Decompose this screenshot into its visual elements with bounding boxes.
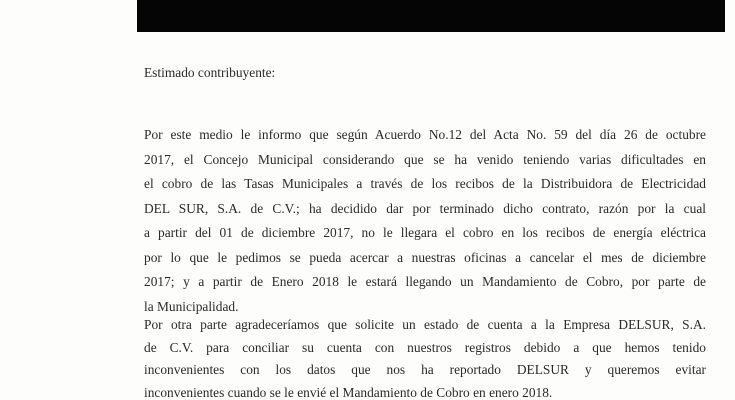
redacted-letterhead xyxy=(137,0,725,32)
paragraph-1-line: 2017, el Concejo Municipal considerando que se ha venido teniendo varias dificultades en xyxy=(144,151,706,167)
paragraph-1 xyxy=(144,123,706,319)
greeting: Estimado contribuyente: xyxy=(144,65,276,80)
paragraph-1-line: la Municipalidad. xyxy=(144,298,239,314)
paragraph-2-line: de C.V. para conciliar su cuenta con nuestros registros debido a que hemos tenido xyxy=(144,339,706,355)
paragraph-1-line: DEL SUR, S.A. de C.V.; ha decidido dar por terminado dicho contrato, razón por la cual xyxy=(144,200,706,216)
paragraph-1-line: Por este medio le informo que según Acuerdo No.12 del Acta No. 59 del día 26 de octubre xyxy=(144,127,706,142)
paragraph-1-line: por lo que le pedimos se pueda acercar a nuestras oficinas a cancelar el mes de diciembre xyxy=(144,249,706,265)
paragraph-1-line: 2017; y a partir de Enero 2018 le estará llegando un Mandamiento de Cobro, por parte de xyxy=(144,274,706,289)
paragraph-2-line: inconvenientes cuando se le envié el Mandamiento de Cobro en enero 2018. xyxy=(144,384,553,400)
paragraph-2-line: inconvenientes con los datos que nos ha reportado DELSUR y queremos evitar xyxy=(144,362,706,377)
paragraph-1-line: a partir del 01 de diciembre 2017, no le llegara el cobro en los recibos de energía eléctrica xyxy=(144,225,706,240)
paragraph-2-line: Por otra parte agradeceríamos que solicite un estado de cuenta a la Empresa DELSUR, S.A. xyxy=(144,317,706,332)
paragraph-2 xyxy=(144,314,706,400)
paragraph-1-line: el cobro de las Tasas Municipales a través de los recibos de la Distribuidora de Electricidad xyxy=(144,176,706,191)
